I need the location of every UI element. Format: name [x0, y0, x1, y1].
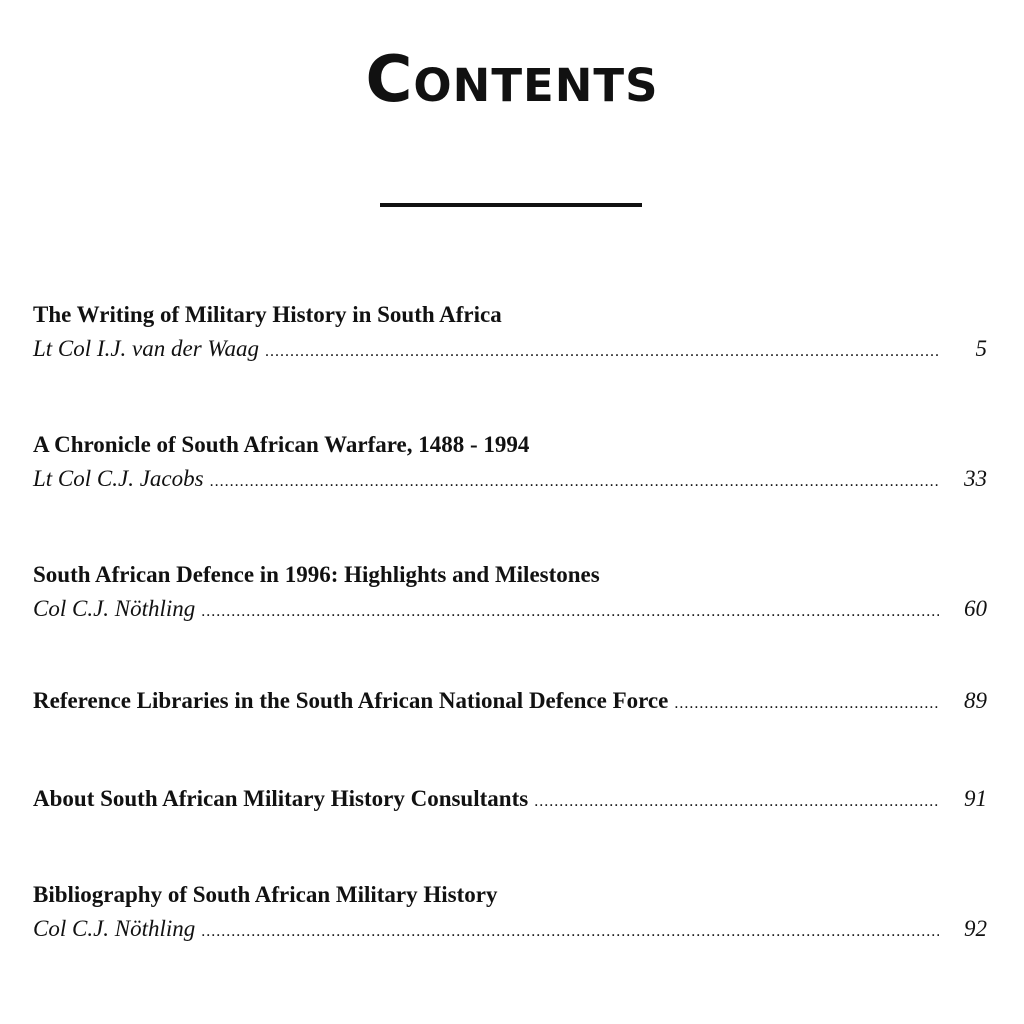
- toc-entry-title: Reference Libraries in the South African National Defence Force: [33, 688, 669, 713]
- dot-leader: [201, 592, 939, 626]
- toc-entry: [33, 298, 987, 366]
- toc-entry-page: 33: [964, 466, 987, 491]
- toc-entry-page: 89: [964, 688, 987, 713]
- toc-entry-author: Col C.J. Nöthling: [33, 916, 196, 941]
- toc-title-line: [33, 428, 987, 462]
- page-title: Contents: [365, 43, 659, 117]
- toc-entry: [33, 684, 987, 718]
- toc-entry-title: Bibliography of South African Military History: [33, 882, 498, 907]
- toc-entry: [33, 428, 987, 496]
- toc-entry-page: 5: [975, 336, 987, 361]
- toc-entry: [33, 878, 987, 946]
- dot-leader: [265, 332, 939, 366]
- dot-leader: [210, 462, 939, 496]
- toc-entry-author: Lt Col I.J. van der Waag: [33, 336, 259, 361]
- toc-title-line: [33, 684, 987, 718]
- toc-entry-author: Col C.J. Nöthling: [33, 596, 196, 621]
- toc-author-line: [33, 462, 987, 496]
- toc-title-line: [33, 878, 987, 912]
- dot-leader: [674, 684, 939, 718]
- toc-entry-title: The Writing of Military History in South Africa: [33, 302, 502, 327]
- title-underline: [380, 203, 642, 207]
- toc-author-line: [33, 332, 987, 366]
- toc-entry: [33, 782, 987, 816]
- toc-entry-page: 60: [964, 596, 987, 621]
- toc-entry-page: 92: [964, 916, 987, 941]
- toc-entry-author: Lt Col C.J. Jacobs: [33, 466, 204, 491]
- toc-entry: [33, 558, 987, 626]
- dot-leader: [201, 912, 939, 946]
- toc-entry-title: A Chronicle of South African Warfare, 1488 - 1994: [33, 432, 530, 457]
- toc-entry-title: About South African Military History Consultants: [33, 786, 529, 811]
- toc-entry-page: 91: [964, 786, 987, 811]
- toc-title-line: [33, 782, 987, 816]
- toc-title-line: [33, 298, 987, 332]
- toc-title-line: [33, 558, 987, 592]
- toc-entry-title: South African Defence in 1996: Highlights and Milestones: [33, 562, 600, 587]
- toc-author-line: [33, 592, 987, 626]
- dot-leader: [534, 782, 939, 816]
- toc-author-line: [33, 912, 987, 946]
